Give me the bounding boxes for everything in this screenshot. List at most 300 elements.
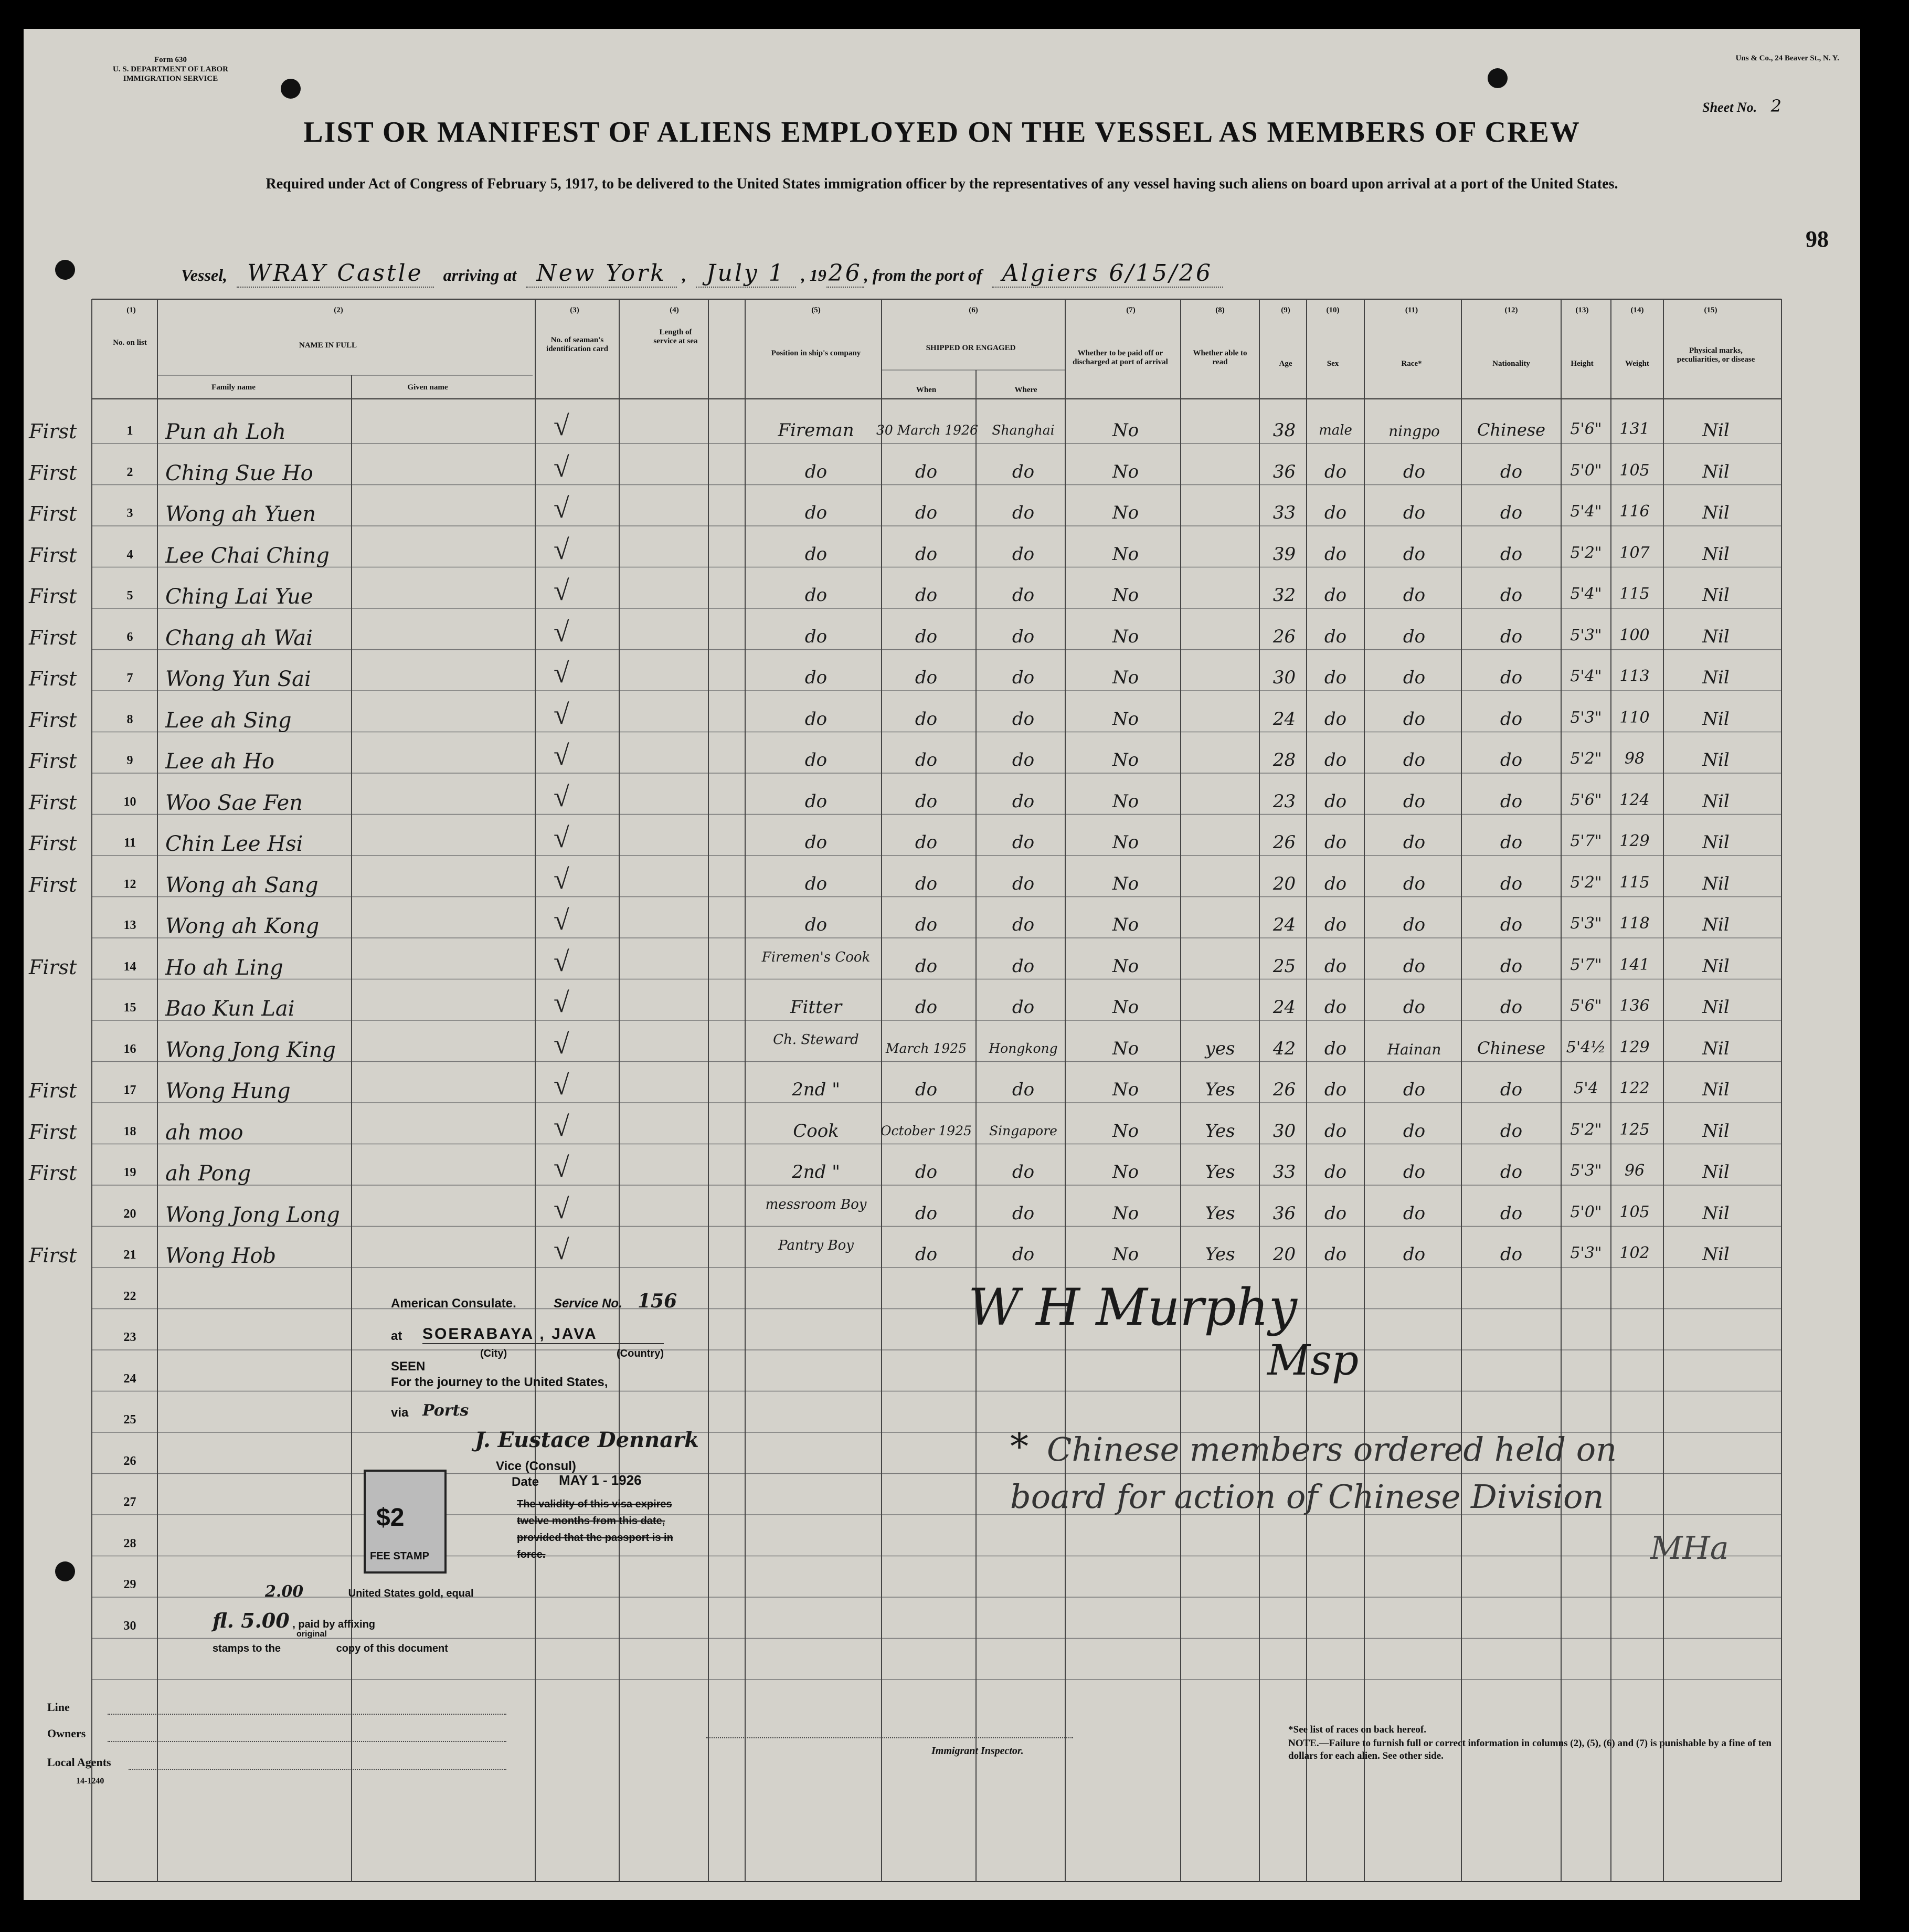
- age: 42: [1272, 1038, 1296, 1059]
- shipped-where: do: [1012, 461, 1035, 482]
- voyage-line: Vessel, WRAY Castle arriving at New York , July 1 , 1926 , from the port of Algiers 6/15/26: [181, 260, 1228, 287]
- col-num-13: (13): [1575, 306, 1589, 314]
- physical-marks: Nil: [1702, 585, 1730, 606]
- service-number: 156: [638, 1290, 677, 1312]
- shipped-when: do: [915, 790, 938, 812]
- vice-consul-label: Vice (Consul): [496, 1459, 576, 1473]
- row-status-note: First: [29, 1120, 77, 1144]
- nationality: do: [1500, 708, 1523, 730]
- shipped-where: do: [1012, 914, 1035, 935]
- page-subtitle: Required under Act of Congress of February 5, 1917, to be delivered to the United States immigration officer by the representatives of any vessel having such aliens on board upon arrival at a port of the United States.: [266, 176, 1618, 192]
- row-status-note: First: [29, 420, 77, 443]
- nationality: do: [1500, 543, 1523, 565]
- shipped-when: do: [915, 997, 938, 1018]
- shipped-where: do: [1012, 832, 1035, 853]
- age: 24: [1272, 997, 1296, 1018]
- race: do: [1403, 461, 1426, 482]
- height: 5'6": [1570, 420, 1602, 438]
- col-num-2: (2): [334, 306, 343, 314]
- weight: 98: [1624, 749, 1645, 768]
- paid-off: No: [1112, 420, 1139, 441]
- form-code: 14-1240: [76, 1777, 104, 1786]
- nationality: do: [1500, 667, 1523, 688]
- height: 5'0": [1570, 1202, 1602, 1221]
- id-card-checkmark: √: [554, 740, 569, 771]
- position-cell: messroom Boy: [765, 1196, 867, 1212]
- vessel-name: WRAY Castle: [237, 260, 434, 288]
- id-card-checkmark: √: [554, 945, 569, 977]
- race: do: [1403, 790, 1426, 812]
- journey-text: For the journey to the United States,: [391, 1375, 608, 1389]
- crew-name: Pun ah Loh: [165, 420, 286, 444]
- crew-name: Lee ah Sing: [165, 708, 292, 733]
- weight: 122: [1619, 1079, 1650, 1097]
- header-paid-off: Whether to be paid off or discharged at port of arrival: [1073, 349, 1168, 366]
- position-cell: do: [804, 914, 828, 935]
- fee-local-row: [213, 1609, 611, 1632]
- race: do: [1403, 1162, 1426, 1183]
- height: 5'6": [1570, 790, 1602, 809]
- row-number: 2: [126, 465, 133, 479]
- row-number: 7: [126, 671, 133, 685]
- shipped-where: do: [1012, 708, 1035, 730]
- paid-off: No: [1112, 626, 1139, 647]
- age: 36: [1272, 1202, 1296, 1224]
- department-name: U. S. DEPARTMENT OF LABOR: [112, 65, 229, 73]
- shipped-when: do: [915, 1162, 938, 1183]
- arrival-date: July 1: [696, 260, 796, 288]
- nationality: do: [1500, 914, 1523, 935]
- shipped-where: do: [1012, 502, 1035, 523]
- nationality: do: [1500, 585, 1523, 606]
- consul-signature: J. Eustace Dennark: [475, 1428, 699, 1452]
- id-card-checkmark: √: [554, 1152, 569, 1183]
- nationality: do: [1500, 1202, 1523, 1224]
- race: do: [1403, 585, 1426, 606]
- row-status-note: First: [29, 1162, 77, 1185]
- physical-marks: Nil: [1702, 1079, 1730, 1100]
- manifest-sheet: [24, 29, 1860, 1900]
- col-num-12: (12): [1504, 306, 1518, 314]
- fee-stamp-caption: FEE STAMP: [370, 1550, 429, 1562]
- weight: 125: [1619, 1120, 1650, 1139]
- height: 5'4": [1570, 667, 1602, 685]
- country-label: (Country): [617, 1348, 664, 1359]
- position-cell: do: [804, 873, 828, 894]
- row-number: 16: [123, 1042, 136, 1056]
- race: do: [1403, 1202, 1426, 1224]
- id-card-checkmark: √: [554, 1110, 569, 1142]
- physical-marks: Nil: [1702, 667, 1730, 688]
- paid-off: No: [1112, 667, 1139, 688]
- weight: 96: [1624, 1162, 1645, 1180]
- shipped-where: do: [1012, 1202, 1035, 1224]
- position-cell: do: [804, 502, 828, 523]
- age: 32: [1272, 585, 1296, 606]
- id-card-checkmark: √: [554, 575, 569, 606]
- header-physical-marks: Physical marks, peculiarities, or disease: [1677, 346, 1755, 364]
- weight: 129: [1619, 832, 1650, 850]
- sex: do: [1324, 832, 1347, 853]
- height: 5'4": [1570, 502, 1602, 521]
- position-cell: Cook: [793, 1120, 839, 1142]
- departure-port: Algiers 6/15/26: [992, 260, 1223, 288]
- age: 20: [1272, 873, 1296, 894]
- shipped-when: do: [915, 873, 938, 894]
- age: 36: [1272, 461, 1296, 482]
- shipped-where: do: [1012, 790, 1035, 812]
- row-number: 9: [126, 754, 133, 767]
- paid-off: No: [1112, 1202, 1139, 1224]
- header-nationality: Nationality: [1492, 360, 1530, 368]
- paid-off: No: [1112, 1244, 1139, 1265]
- col-num-8: (8): [1215, 306, 1225, 314]
- form-number: Form 630: [154, 56, 187, 64]
- row-status-note: First: [29, 749, 77, 773]
- col-num-14: (14): [1630, 306, 1644, 314]
- at-label: at: [391, 1329, 402, 1343]
- shipped-when: do: [915, 1079, 938, 1100]
- local-agents-label: Local Agents: [47, 1756, 111, 1769]
- paid-off: No: [1112, 1120, 1139, 1142]
- fee-block: [213, 1582, 580, 1601]
- paid-off: No: [1112, 708, 1139, 730]
- note-label: NOTE.: [1288, 1738, 1319, 1749]
- physical-marks: Nil: [1702, 708, 1730, 730]
- weight: 113: [1619, 667, 1650, 685]
- crew-name: Lee Chai Ching: [165, 543, 330, 568]
- row-number: 13: [123, 919, 136, 932]
- shipped-when: do: [915, 955, 938, 977]
- owners-label: Owners: [47, 1727, 86, 1740]
- header-id-card: No. of seaman's identification card: [546, 336, 608, 353]
- nationality: do: [1500, 626, 1523, 647]
- nationality: do: [1500, 461, 1523, 482]
- shipped-when: do: [915, 543, 938, 565]
- height: 5'4: [1574, 1079, 1598, 1097]
- shipped-when: March 1925: [885, 1040, 967, 1056]
- row-status-note: First: [29, 1079, 77, 1102]
- nationality: do: [1500, 997, 1523, 1018]
- weight: 115: [1619, 585, 1650, 603]
- paid-off: No: [1112, 997, 1139, 1018]
- header-where: Where: [1014, 386, 1037, 394]
- col-num-1: (1): [126, 306, 136, 314]
- age: 28: [1272, 749, 1296, 770]
- shipped-when: October 1925: [881, 1123, 972, 1138]
- fee-stamp: [364, 1470, 447, 1574]
- sex: do: [1324, 626, 1347, 647]
- nationality: do: [1500, 873, 1523, 894]
- vessel-label: Vessel,: [181, 266, 227, 284]
- note-line-2: board for action of Chinese Division: [1010, 1477, 1604, 1516]
- shipped-when: do: [915, 708, 938, 730]
- paid-off: No: [1112, 955, 1139, 977]
- height: 5'3": [1570, 914, 1602, 933]
- col-num-7: (7): [1126, 306, 1136, 314]
- date-label: Date: [512, 1475, 539, 1489]
- arriving-label: arriving at: [443, 266, 517, 284]
- shipped-where: do: [1012, 585, 1035, 606]
- row-number: 25: [123, 1413, 136, 1427]
- crew-name: ah moo: [165, 1120, 243, 1145]
- physical-marks: Nil: [1702, 420, 1730, 441]
- sex: do: [1324, 790, 1347, 812]
- fee-local: fl. 5.00: [213, 1609, 290, 1632]
- row-number: 30: [123, 1619, 136, 1633]
- height: 5'3": [1570, 708, 1602, 727]
- age: 26: [1272, 626, 1296, 647]
- physical-marks: Nil: [1702, 502, 1730, 523]
- crew-name: Wong Jong Long: [165, 1202, 340, 1227]
- row-number: 20: [123, 1207, 136, 1221]
- row-number: 1: [126, 424, 133, 438]
- sex: do: [1324, 1244, 1347, 1265]
- sex: do: [1324, 1162, 1347, 1183]
- height: 5'3": [1570, 1162, 1602, 1180]
- shipped-when: 30 March 1926: [876, 423, 978, 438]
- crew-name: Wong Hung: [165, 1079, 291, 1103]
- race: do: [1403, 626, 1426, 647]
- position-cell: do: [804, 790, 828, 812]
- col-num-10: (10): [1326, 306, 1340, 314]
- col-num-11: (11): [1405, 306, 1418, 314]
- id-card-checkmark: √: [554, 410, 569, 441]
- shipped-where: do: [1012, 749, 1035, 770]
- race: do: [1403, 667, 1426, 688]
- inspector-field: [706, 1737, 1073, 1738]
- position-cell: do: [804, 461, 828, 482]
- able-read: Yes: [1205, 1162, 1235, 1183]
- height: 5'3": [1570, 626, 1602, 645]
- shipped-where: do: [1012, 1162, 1035, 1183]
- line-label: Line: [47, 1701, 70, 1714]
- id-card-checkmark: √: [554, 492, 569, 524]
- sex: do: [1324, 585, 1347, 606]
- visa-date: MAY 1 - 1926: [559, 1472, 642, 1488]
- note-line-1: Chinese members ordered held on: [1047, 1430, 1617, 1469]
- id-card-checkmark: √: [554, 1028, 569, 1060]
- shipped-where: Shanghai: [992, 423, 1055, 438]
- row-number: 5: [126, 589, 133, 603]
- sex: do: [1324, 543, 1347, 565]
- row-status-note: First: [29, 790, 77, 814]
- header-height: Height: [1571, 360, 1594, 368]
- row-status-note: First: [29, 832, 77, 855]
- paid-off: No: [1112, 502, 1139, 523]
- position-cell: Fireman: [778, 420, 854, 441]
- physical-marks: Nil: [1702, 997, 1730, 1018]
- weight: 107: [1619, 543, 1650, 562]
- row-number: 15: [123, 1001, 136, 1015]
- height: 5'7": [1570, 832, 1602, 850]
- sex: do: [1324, 667, 1347, 688]
- row-number: 28: [123, 1536, 136, 1550]
- race: do: [1403, 1079, 1426, 1100]
- weight: 136: [1619, 997, 1650, 1015]
- header-weight: Weight: [1625, 360, 1649, 368]
- nationality: do: [1500, 502, 1523, 523]
- printer-imprint: Uns & Co., 24 Beaver St., N. Y.: [1735, 54, 1839, 62]
- physical-marks: Nil: [1702, 790, 1730, 812]
- physical-marks: Nil: [1702, 1162, 1730, 1183]
- service-name: IMMIGRATION SERVICE: [123, 75, 218, 83]
- row-number: 11: [124, 836, 136, 850]
- header-length-service: Length of service at sea: [653, 328, 698, 345]
- age: 24: [1272, 708, 1296, 730]
- header-able-read: Whether able to read: [1193, 349, 1247, 366]
- id-card-checkmark: √: [554, 451, 569, 483]
- id-card-checkmark: √: [554, 780, 569, 812]
- age: 39: [1272, 543, 1296, 565]
- shipped-where: Hongkong: [989, 1040, 1058, 1056]
- height: 5'2": [1570, 873, 1602, 892]
- consulate-city-country: SOERABAYA , JAVA: [422, 1325, 664, 1344]
- row-number: 26: [123, 1454, 136, 1468]
- sex: do: [1324, 997, 1347, 1018]
- age: 26: [1272, 1079, 1296, 1100]
- sex: do: [1324, 461, 1347, 482]
- shipped-when: do: [915, 667, 938, 688]
- id-card-checkmark: √: [554, 657, 569, 689]
- weight: 105: [1619, 1202, 1650, 1221]
- shipped-where: do: [1012, 1079, 1035, 1100]
- row-status-note: First: [29, 708, 77, 732]
- row-number: 12: [123, 877, 136, 891]
- physical-marks: Nil: [1702, 1038, 1730, 1059]
- weight: 100: [1619, 626, 1650, 645]
- crew-name: Wong ah Sang: [165, 873, 319, 898]
- row-number: 8: [126, 712, 133, 726]
- shipped-where: do: [1012, 997, 1035, 1018]
- age: 33: [1272, 1162, 1296, 1183]
- row-number: 24: [123, 1371, 136, 1386]
- position-cell: do: [804, 626, 828, 647]
- nationality: do: [1500, 790, 1523, 812]
- races-note: *See list of races on back hereof.: [1288, 1724, 1426, 1735]
- shipped-when: do: [915, 749, 938, 770]
- race: do: [1403, 955, 1426, 977]
- col-num-5: (5): [811, 306, 821, 314]
- physical-marks: Nil: [1702, 461, 1730, 482]
- col-num-6: (6): [969, 306, 978, 314]
- paid-off: No: [1112, 585, 1139, 606]
- race: do: [1403, 502, 1426, 523]
- row-number: 27: [123, 1495, 136, 1509]
- age: 33: [1272, 502, 1296, 523]
- row-number: 23: [123, 1331, 136, 1344]
- paid-off: No: [1112, 873, 1139, 894]
- position-cell: do: [804, 708, 828, 730]
- age: 20: [1272, 1244, 1296, 1265]
- paid-off: No: [1112, 1079, 1139, 1100]
- header-position: Position in ship's company: [771, 349, 861, 357]
- fee-paid-text: , paid by affixing: [292, 1619, 375, 1630]
- header-age: Age: [1279, 360, 1292, 368]
- col-num-4: (4): [670, 306, 679, 314]
- able-read: Yes: [1205, 1202, 1235, 1224]
- row-status-note: First: [29, 1244, 77, 1267]
- crew-name: Wong ah Kong: [165, 914, 320, 938]
- nationality: do: [1500, 832, 1523, 853]
- position-cell: Firemen's Cook: [761, 949, 871, 965]
- crew-name: Woo Sae Fen: [165, 790, 303, 815]
- inspector-initials: Msp: [1267, 1336, 1359, 1385]
- row-number: 21: [123, 1248, 136, 1262]
- weight: 118: [1619, 914, 1650, 933]
- row-status-note: First: [29, 667, 77, 690]
- crew-name: Chang ah Wai: [165, 626, 313, 650]
- weight: 141: [1619, 955, 1650, 974]
- note-asterisk: *: [1010, 1425, 1028, 1468]
- race: do: [1403, 749, 1426, 770]
- paid-off: No: [1112, 461, 1139, 482]
- nationality: do: [1500, 1120, 1523, 1142]
- shipped-when: do: [915, 832, 938, 853]
- position-cell: do: [804, 832, 828, 853]
- header-family-name: Family name: [211, 383, 256, 392]
- owners-field: [108, 1741, 506, 1742]
- from-port-label: from the port of: [872, 266, 982, 284]
- crew-name: Wong Hob: [165, 1244, 277, 1268]
- sheet-corner-number: 98: [1806, 226, 1829, 252]
- fee-gold-text: United States gold, equal: [348, 1588, 474, 1599]
- sex: male: [1319, 423, 1352, 438]
- sex: do: [1324, 502, 1347, 523]
- id-card-checkmark: √: [554, 863, 569, 895]
- crew-name: Ho ah Ling: [165, 955, 283, 980]
- paid-off: No: [1112, 832, 1139, 853]
- weight: 102: [1619, 1244, 1650, 1262]
- paid-off: No: [1112, 1162, 1139, 1183]
- position-cell: do: [804, 667, 828, 688]
- shipped-when: do: [915, 461, 938, 482]
- weight: 115: [1619, 873, 1650, 892]
- race: do: [1403, 914, 1426, 935]
- crew-name: Ching Sue Ho: [165, 461, 313, 485]
- header-no-on-list: No. on list: [113, 339, 147, 347]
- physical-marks: Nil: [1702, 749, 1730, 770]
- sex: do: [1324, 749, 1347, 770]
- race: do: [1403, 873, 1426, 894]
- row-number: 6: [126, 630, 133, 644]
- age: 38: [1272, 420, 1296, 441]
- race: do: [1403, 708, 1426, 730]
- sex: do: [1324, 1038, 1347, 1059]
- position-cell: do: [804, 749, 828, 770]
- physical-marks: Nil: [1702, 1244, 1730, 1265]
- shipped-where: do: [1012, 955, 1035, 977]
- col-num-3: (3): [570, 306, 579, 314]
- height: 5'0": [1570, 461, 1602, 480]
- row-status-note: First: [29, 461, 77, 484]
- race: ningpo: [1388, 423, 1440, 440]
- height: 5'6": [1570, 997, 1602, 1015]
- position-cell: 2nd ": [792, 1079, 840, 1100]
- row-number: 22: [123, 1289, 136, 1303]
- crew-name: Chin Lee Hsi: [165, 832, 303, 856]
- row-number: 3: [126, 506, 133, 520]
- height: 5'7": [1570, 955, 1602, 974]
- paid-off: No: [1112, 749, 1139, 770]
- stamps-text: stamps to the: [213, 1643, 281, 1654]
- city-label: (City): [480, 1348, 507, 1359]
- shipped-when: do: [915, 914, 938, 935]
- weight: 110: [1619, 708, 1650, 727]
- header-sex: Sex: [1327, 360, 1339, 368]
- physical-marks: Nil: [1702, 1202, 1730, 1224]
- page-title: LIST OR MANIFEST OF ALIENS EMPLOYED ON THE VESSEL AS MEMBERS OF CREW: [303, 116, 1581, 149]
